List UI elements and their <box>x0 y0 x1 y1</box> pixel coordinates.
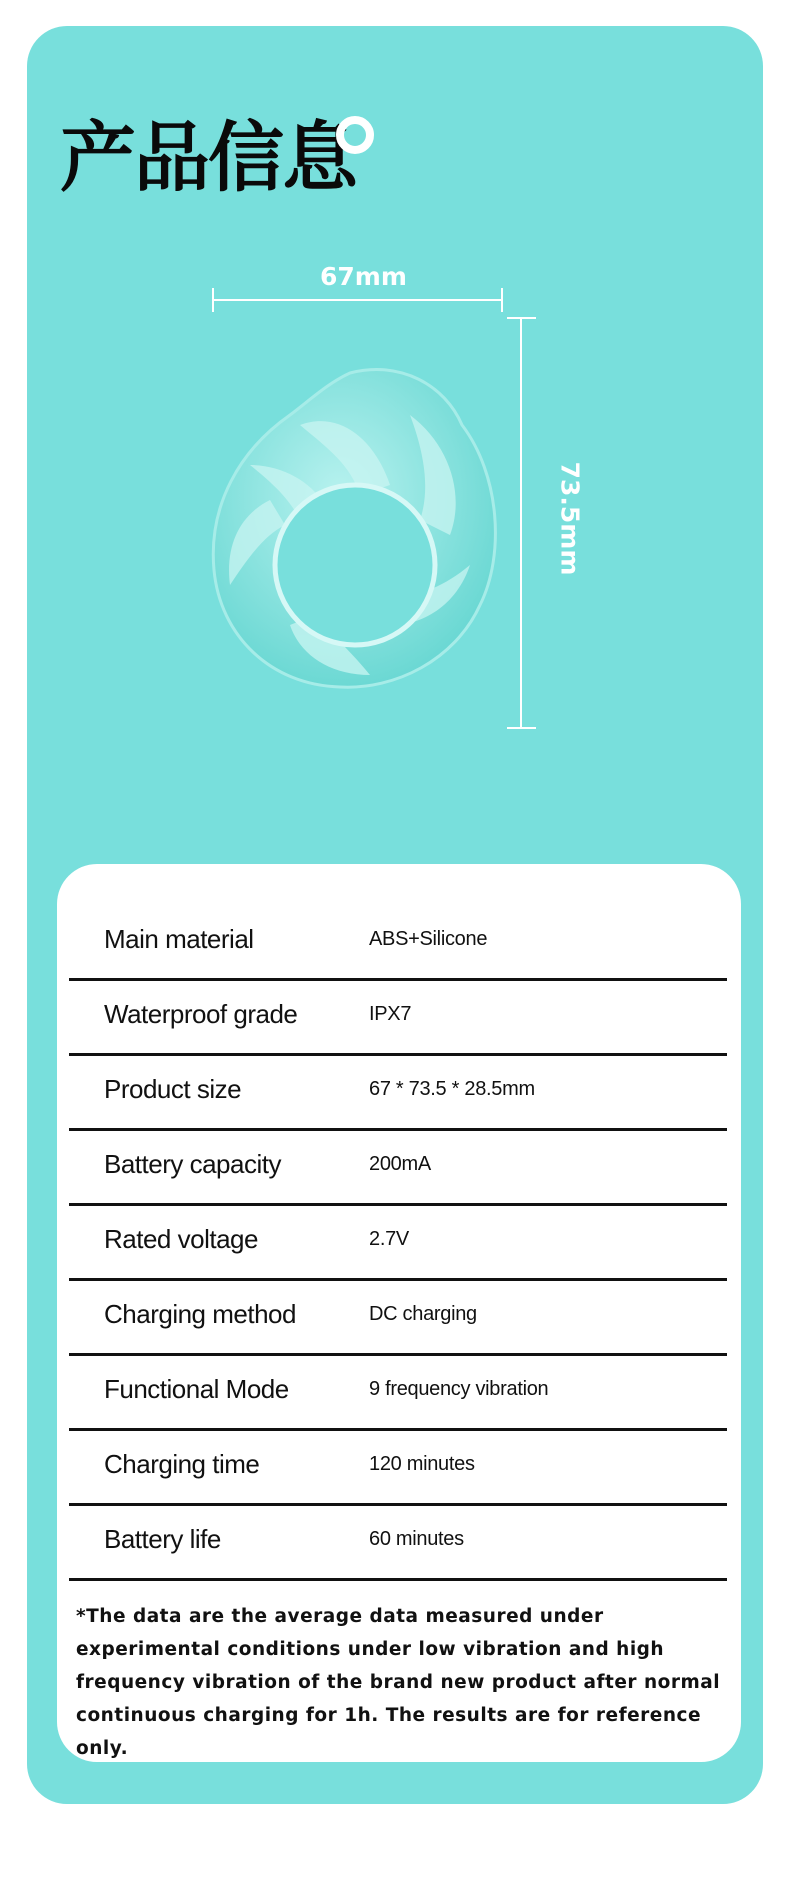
table-row <box>69 906 727 981</box>
spec-label: Rated voltage <box>104 1224 258 1254</box>
spec-value: 60 minutes <box>369 1528 464 1550</box>
spec-value: 2.7V <box>369 1228 409 1250</box>
spec-label: Battery capacity <box>104 1149 281 1179</box>
specs-card <box>57 864 741 1762</box>
section-title: 产品信息 <box>60 113 356 202</box>
table-row <box>69 1506 727 1581</box>
table-row <box>69 1206 727 1281</box>
width-dimension-label: 67mm <box>320 262 407 291</box>
spec-label: Product size <box>104 1074 242 1104</box>
product-ring-image <box>200 355 520 705</box>
table-row <box>69 1281 727 1356</box>
table-row <box>69 1056 727 1131</box>
spec-label: Battery life <box>104 1524 221 1554</box>
spec-value: IPX7 <box>369 1003 412 1025</box>
spec-label: Charging method <box>104 1299 296 1329</box>
height-dimension-label: 73.5mm <box>555 461 585 576</box>
table-row <box>69 981 727 1056</box>
specs-table <box>69 906 727 1581</box>
spec-value: 67 * 73.5 * 28.5mm <box>369 1078 535 1100</box>
table-row <box>69 1431 727 1506</box>
table-row <box>69 1356 727 1431</box>
spec-value: 200mA <box>369 1153 431 1175</box>
spec-value: 120 minutes <box>369 1453 475 1475</box>
spec-value: ABS+Silicone <box>369 928 488 950</box>
spec-label: Functional Mode <box>104 1374 289 1404</box>
spec-value: 9 frequency vibration <box>369 1378 549 1400</box>
footnote: *The data are the average data measured under experimental conditions under low vibration and high frequency vibration of the brand new product after normal continuous charging for 1h. The results are for reference only. <box>76 1606 721 1759</box>
spec-label: Waterproof grade <box>104 999 298 1029</box>
product-ring-hole <box>275 485 435 645</box>
spec-value: DC charging <box>369 1303 477 1325</box>
spec-label: Main material <box>104 924 254 954</box>
spec-label: Charging time <box>104 1449 260 1479</box>
table-row <box>69 1131 727 1206</box>
